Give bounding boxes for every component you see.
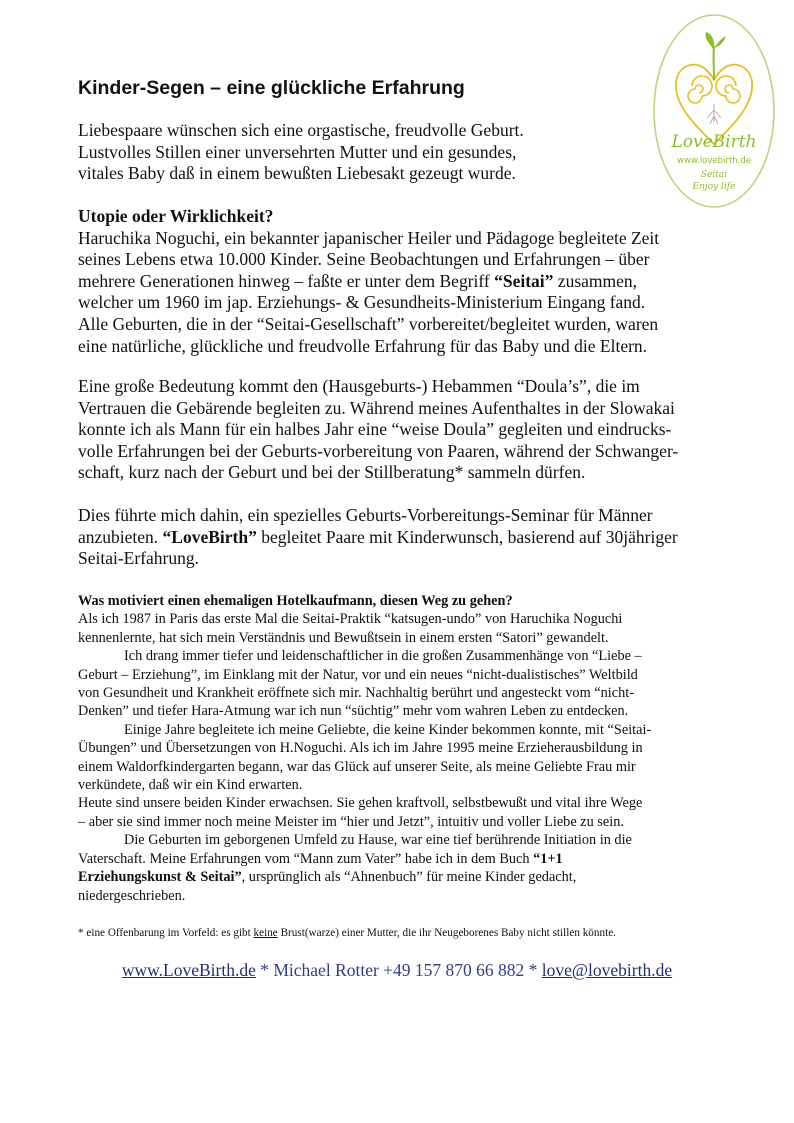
seitai-term: “Seitai” bbox=[494, 270, 554, 291]
footnote-emphasis: keine bbox=[253, 927, 278, 939]
book-title: “1+1 bbox=[533, 850, 563, 867]
section-story bbox=[78, 592, 718, 905]
text-line: schaft, kurz nach der Geburt und bei der Stillberatung* sammeln dürfen. bbox=[78, 462, 586, 483]
text-line: einem Waldorfkindergarten begann, war das Glück auf unserer Seite, als meine Geliebte Frau mir bbox=[78, 758, 636, 775]
text-line: Eine große Bedeutung kommt den (Hausgeburts-) Hebammen “Doula’s”, die im bbox=[78, 376, 640, 396]
text-line: Vertrauen die Gebärende begleiten zu. Während meines Aufenthaltes in der Slowakai bbox=[78, 397, 675, 418]
text-line bbox=[78, 647, 718, 665]
text-segment: Einige Jahre begleitete ich meine Geliebte, die keine Kinder bekommen konnte, mit “Seitai- bbox=[124, 721, 652, 738]
text-line: welcher um 1960 im jap. Erziehungs- & Gesundheits-Ministerium Eingang fand. bbox=[78, 292, 646, 313]
footnote-text: * eine Offenbarung im Vorfeld: es gibt bbox=[78, 927, 254, 939]
text-segment: Die Geburten im geborgenen Umfeld zu Hause, war eine tief berührende Initiation in die bbox=[124, 832, 632, 849]
text-line bbox=[78, 831, 718, 849]
logo-brand: LoveBirth bbox=[671, 132, 757, 152]
website-link[interactable]: www.LoveBirth.de bbox=[121, 960, 256, 980]
text-line: Heute sind unsere beiden Kinder erwachsen. Sie gehen kraftvoll, selbstbewußt und vital ihre Wege bbox=[78, 795, 643, 812]
section-utopie bbox=[78, 206, 718, 357]
lovebirth-term: “LoveBirth” bbox=[162, 526, 257, 547]
logo-graphic bbox=[652, 12, 776, 210]
logo-line2: Enjoy life bbox=[692, 182, 736, 192]
text-segment: Vaterschaft. Meine Erfahrungen vom “Mann zum Vater” habe ich in dem Buch bbox=[78, 850, 534, 867]
text-line: konnte ich als Mann für ein halbes Jahr eine “weise Doula” gegleiten und eindrucks- bbox=[78, 419, 672, 440]
text-line: – aber sie sind immer noch meine Meister im “hier und Jetzt”, intuitiv und voller Liebe zu sein. bbox=[78, 813, 624, 830]
text-line: volle Erfahrungen bei der Geburts-vorbereitung von Paaren, während der Schwanger- bbox=[78, 440, 679, 461]
text-line: von Gesundheit und Krankheit eröffnete sich mir. Nachhaltig berührt und angesteckt vom “nicht- bbox=[78, 685, 634, 702]
intro-line: vitales Baby daß in einem bewußten Liebesakt gezeugt wurde. bbox=[78, 163, 516, 183]
page-title: Kinder-Segen – eine glückliche Erfahrung bbox=[78, 77, 465, 99]
text-segment: anzubieten. bbox=[78, 526, 163, 547]
footnote-text: Brust(warze) einer Mutter, die ihr Neugeborenes Baby nicht stillen könnte. bbox=[277, 927, 616, 939]
section-doula bbox=[78, 376, 718, 484]
book-title: Erziehungskunst & Seitai” bbox=[78, 869, 242, 886]
text-line: verkündete, daß wir ein Kind erwarten. bbox=[78, 777, 303, 794]
text-line bbox=[78, 868, 718, 886]
text-segment: begleitet Paare mit Kinderwunsch, basierend auf 30jähriger bbox=[256, 526, 678, 547]
text-line: Alle Geburten, die in der “Seitai-Gesellschaft” vorbereitet/begleitet wurden, waren bbox=[78, 313, 659, 334]
text-line: Als ich 1987 in Paris das erste Mal die Seitai-Praktik “katsugen-undo” von Haruchika Noguchi bbox=[78, 611, 623, 628]
footnote bbox=[78, 927, 738, 939]
intro-line: Liebespaare wünschen sich eine orgastische, freudvolle Geburt. bbox=[78, 120, 524, 140]
text-line bbox=[78, 721, 718, 739]
logo-url: www.lovebirth.de bbox=[677, 156, 751, 166]
text-line: Geburt – Erziehung”, im Einklang mit der Natur, vor und ein neues “nicht-dualistisches” Weltbild bbox=[78, 666, 638, 683]
text-segment: Ich drang immer tiefer und leidenschaftlicher in die großen Zusammenhänge von “Liebe – bbox=[124, 648, 642, 665]
text-line bbox=[78, 271, 718, 293]
lovebirth-logo bbox=[652, 12, 776, 210]
intro-line: Lustvolles Stillen einer unversehrten Mutter und ein gesundes, bbox=[78, 141, 517, 162]
text-line: niedergeschrieben. bbox=[78, 887, 186, 904]
logo-line1: Seitai bbox=[700, 170, 728, 180]
text-line: Übungen” und Übersetzungen von H.Noguchi. Als ich im Jahre 1995 meine Erzieherausbildung in bbox=[78, 740, 643, 757]
text-line: Seitai-Erfahrung. bbox=[78, 548, 199, 569]
section-seminar bbox=[78, 505, 718, 570]
text-line: eine natürliche, glückliche und freudvolle Erfahrung für das Baby und die Eltern. bbox=[78, 335, 648, 356]
text-segment: , ursprünglich als “Ahnenbuch” für meine Kinder gedacht, bbox=[241, 869, 577, 886]
text-line: Dies führte mich dahin, ein spezielles Geburts-Vorbereitungs-Seminar für Männer bbox=[78, 505, 653, 525]
text-segment: mehrere Generationen hinweg – faßte er unter dem Begriff bbox=[78, 270, 495, 291]
text-line: Haruchika Noguchi, ein bekannter japanischer Heiler und Pädagoge begleitete Zeit bbox=[78, 227, 660, 248]
intro-paragraph bbox=[78, 120, 648, 185]
text-line bbox=[78, 850, 718, 868]
contact-line bbox=[0, 960, 794, 981]
section-heading: Was motiviert einen ehemaligen Hotelkaufmann, diesen Weg zu gehen? bbox=[78, 593, 513, 609]
contact-details: * Michael Rotter +49 157 870 66 882 * bbox=[255, 960, 542, 980]
text-line: seines Lebens etwa 10.000 Kinder. Seine Beobachtungen und Erfahrungen – über bbox=[78, 249, 650, 270]
email-link[interactable]: love@lovebirth.de bbox=[541, 960, 673, 980]
text-segment: zusammen, bbox=[553, 270, 638, 291]
section-heading: Utopie oder Wirklichkeit? bbox=[78, 206, 274, 226]
text-line: Denken” und tiefer Hara-Atmung war ich nun “süchtig” mehr vom wahren Leben zu entdecken. bbox=[78, 703, 629, 720]
text-line bbox=[78, 527, 718, 549]
text-line: kennenlernte, hat sich mein Verständnis und Bewußtsein in einem ersten “Satori” gewandelt. bbox=[78, 629, 609, 646]
